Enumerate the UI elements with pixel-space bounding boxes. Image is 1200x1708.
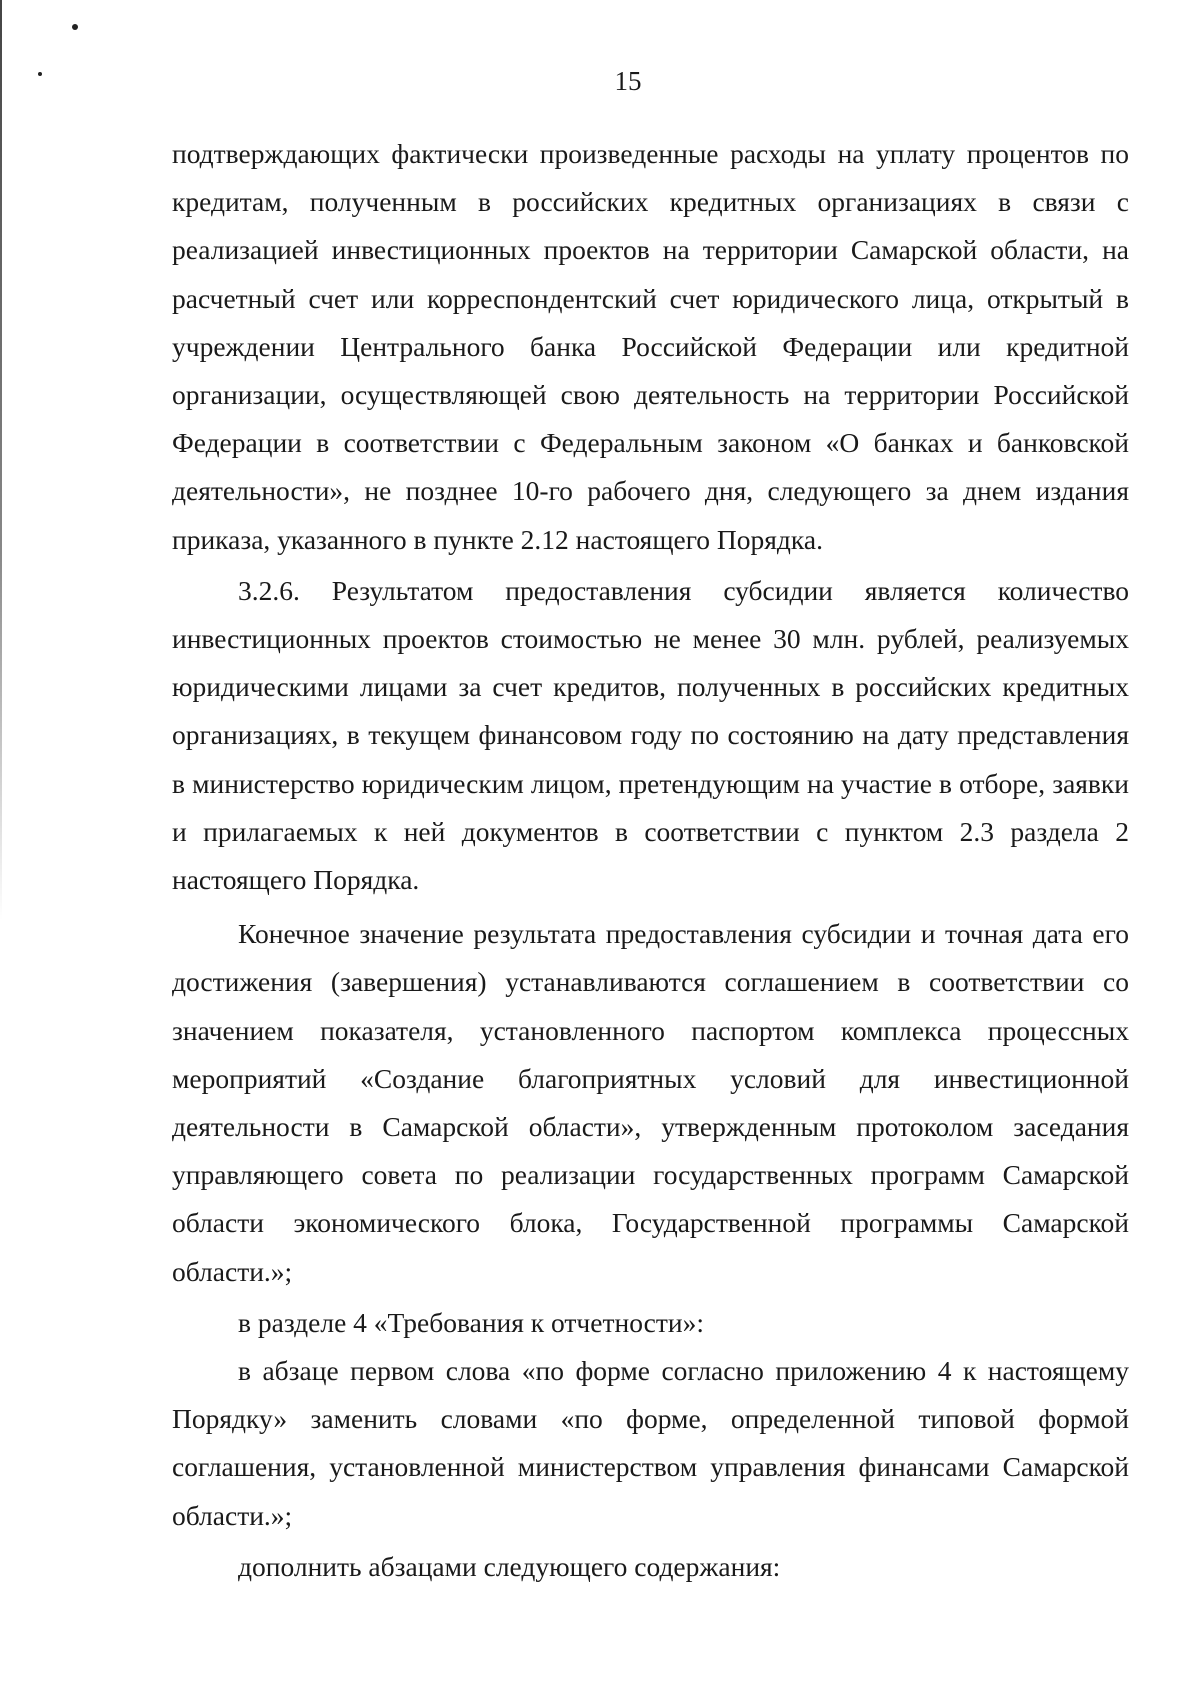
paragraph-first-abzac: в абзаце первом слова «по форме согласно приложению 4 к настоящему Порядку» заменить словами «по форме, определенной типовой формой соглашения, установленной министерством управления финансами Самарской области.»; <box>172 1355 1129 1531</box>
paragraph-supplement: дополнить абзацами следующего содержания: <box>238 1550 781 1582</box>
scan-edge-line <box>0 0 2 920</box>
paragraph-3-2-6: 3.2.6. Результатом предоставления субсидии является количество инвестиционных проектов стоимостью не менее 30 млн. рублей, реализуемых юридическими лицами за счет кредитов, полученных в российских кредитных организациях, в текущем финансовом году по состоянию на дату представления в министерство юридическим лицом, претендующим на участие в отборе, заявки и прилагаемых к ней документов в соответствии с пунктом 2.3 раздела 2 настоящего Порядка. <box>172 574 1129 896</box>
paragraph-continuation: подтверждающих фактически произведенные расходы на уплату процентов по кредитам, полученным в российских кредитных организациях в связи с реализацией инвестиционных проектов на территории Самарской области, на расчетный счет или корреспондентский счет юридического лица, открытый в учреждении Центрального банка Российской Федерации или кредитной организации, осуществляющей свою деятельность на территории Российской Федерации в соответствии с Федеральным законом «О банках и банковской деятельности», не позднее 10-го рабочего дня, следующего за днем издания приказа, указанного в пункте 2.12 настоящего Порядка. <box>172 138 1129 555</box>
paragraph-section-4: в разделе 4 «Требования к отчетности»: <box>238 1306 704 1338</box>
paragraph-final-value: Конечное значение результата предоставления субсидии и точная дата его достижения (завершения) устанавливаются соглашением в соответствии со значением показателя, установленного паспортом комплекса процессных мероприятий «Создание благоприятных условий для инвестиционной деятельности в Самарской области», утвержденным протоколом заседания управляющего совета по реализации государственных программ Самарской области экономического блока, Государственной программы Самарской области.»; <box>172 918 1129 1287</box>
scan-speck <box>72 24 78 30</box>
document-body <box>172 130 1129 1591</box>
page-number: 15 <box>614 66 642 96</box>
